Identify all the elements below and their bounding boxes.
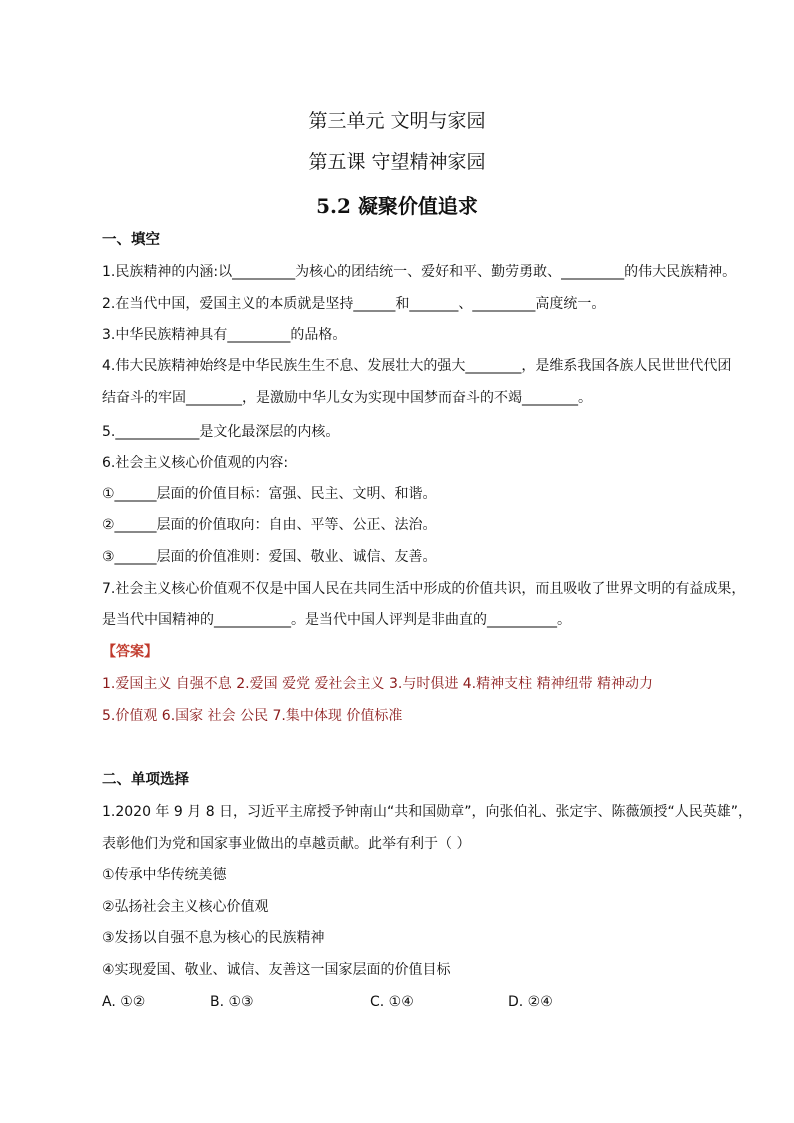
option-b: B. ①③ — [210, 994, 254, 1010]
fill-line-6-1: ①______层面的价值目标：富强、民主、文明、和谐。 — [102, 486, 437, 502]
fill-line-6-2: ②______层面的价值取向：自由、平等、公正、法治。 — [102, 517, 437, 533]
fill-line-6-3: ③______层面的价值准则：爱国、敬业、诚信、友善。 — [102, 549, 437, 565]
answer-line-2: 5.价值观 6.国家 社会 公民 7.集中体现 价值标准 — [102, 708, 403, 724]
statement-4: ④实现爱国、敬业、诚信、友善这一国家层面的价值目标 — [102, 962, 451, 978]
statement-1: ①传承中华传统美德 — [102, 867, 227, 883]
question-line-1: 1.2020 年 9 月 8 日，习近平主席授予钟南山“共和国勋章”，向张伯礼、张定宇、陈薇颁授“人民英雄”， — [102, 804, 753, 820]
statement-3: ③发扬以自强不息为核心的民族精神 — [102, 930, 325, 946]
answer-label: 【答案】 — [102, 644, 158, 660]
answer-line-1: 1.爱国主义 自强不息 2.爱国 爱党 爱社会主义 3.与时俱进 4.精神支柱 精神纽带 精神动力 — [102, 676, 654, 692]
fill-blank-heading: 一、填空 — [102, 232, 160, 248]
option-a: A. ①② — [102, 994, 146, 1010]
section-title: 5.2 凝聚价值追求 — [316, 194, 478, 218]
option-d: D. ②④ — [508, 994, 553, 1010]
fill-line-2: 2.在当代中国，爱国主义的本质就是坚持______和_______、_________高度统一。 — [102, 296, 606, 312]
statement-2: ②弘扬社会主义核心价值观 — [102, 899, 269, 915]
fill-line-6: 6.社会主义核心价值观的内容: — [102, 455, 289, 471]
lesson-title: 第五课 守望精神家园 — [308, 151, 486, 173]
unit-title: 第三单元 文明与家园 — [308, 110, 486, 132]
fill-line-1: 1.民族精神的内涵:以_________为核心的团结统一、爱好和平、勤劳勇敢、_________的伟大民族精神。 — [102, 264, 737, 280]
option-c: C. ①④ — [370, 994, 414, 1010]
fill-line-5: 5.____________是文化最深层的内核。 — [102, 424, 340, 440]
fill-line-3: 3.中华民族精神具有_________的品格。 — [102, 327, 347, 343]
question-line-2: 表彰他们为党和国家事业做出的卓越贡献。此举有利于（ ） — [102, 836, 471, 852]
single-choice-heading: 二、单项选择 — [102, 772, 189, 788]
fill-line-4b: 结奋斗的牢固________，是激励中华儿女为实现中国梦而奋斗的不竭________。 — [102, 390, 592, 406]
fill-line-4a: 4.伟大民族精神始终是中华民族生生不息、发展壮大的强大________，是维系我国各族人民世世代代团 — [102, 358, 732, 374]
fill-line-7b: 是当代中国精神的___________。是当代中国人评判是非曲直的__________。 — [102, 612, 571, 628]
fill-line-7a: 7.社会主义核心价值观不仅是中国人民在共同生活中形成的价值共识，而且吸收了世界文明的有益成果， — [102, 581, 746, 597]
